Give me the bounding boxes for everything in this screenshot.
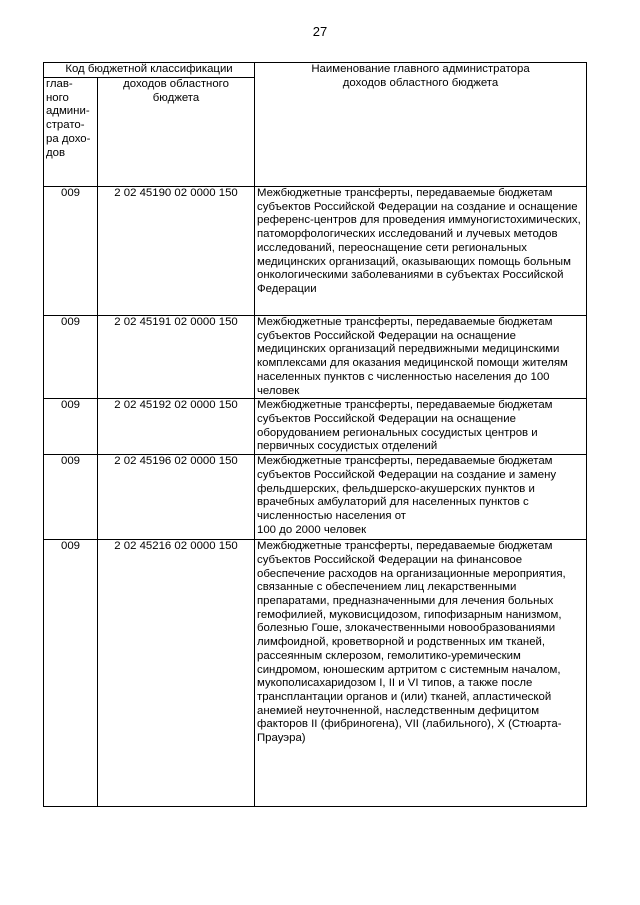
income-name-text: Межбюджетные трансферты, передаваемые бюджетам субъектов Российской Федерации на создание и замену фельдшерских, фельдшерско-акушерских пунктов и врачебных амбулаторий для населенных пунктов с численностью населения от 100 до 2000 человек <box>257 455 557 536</box>
income-code-cell: 2 02 45196 02 0000 150 <box>98 455 255 540</box>
income-name-text: Межбюджетные трансферты, передаваемые бюджетам субъектов Российской Федерации на создание и оснащение референс-центров для проведения иммуногистохимических, патоморфологических исследований и лучевых методов исследований, переоснащение сети региональных медицинских организаций, оказывающих помощь больным онкологическими заболеваниями в субъектах Российской Федерации <box>257 187 581 295</box>
regional-income-header-text: доходов областного бюджета <box>123 78 229 104</box>
table-row <box>44 316 587 399</box>
admin-code-cell: 009 <box>44 399 98 455</box>
administrator-name-header <box>255 63 587 187</box>
chief-administrator-header <box>44 78 98 187</box>
page-number: 27 <box>312 24 328 39</box>
budget-classification-table <box>43 62 587 807</box>
income-code-cell: 2 02 45191 02 0000 150 <box>98 316 255 399</box>
income-name-text: Межбюджетные трансферты, передаваемые бюджетам субъектов Российской Федерации на оснащение медицинских организаций передвижными медицинскими комплексами для оказания медицинской помощи жителям населенных пунктов с численностью населения до 100 человек <box>257 316 568 397</box>
table-row <box>44 540 587 807</box>
income-name-text: Межбюджетные трансферты, передаваемые бюджетам субъектов Российской Федерации на финансовое обеспечение расходов на организационные мероприятия, связанные с обеспечением лиц лекарственными препаратами, предназначенными для лечения больных гемофилией, муковисцидозом, гипофизарным нанизмом, болезнью Гоше, злокачественными новообразованиями лимфоидной, кроветворной и родственных им тканей, рассеянным склерозом, гемолитико-уремическим синдромом, юношеским артритом с системным началом, мукополисахаридозом I, II и VI типов, а также после трансплантации органов и (или) тканей, апластической анемией неуточненной, наследственным дефицитом факторов II (фибриногена), VII (лабильного), X (Стюарта-Прауэра) <box>257 540 566 745</box>
income-name-cell <box>255 399 587 455</box>
chief-administrator-header-text: глав- ного админи- страто- ра дохо- дов <box>46 78 91 159</box>
income-name-cell <box>255 455 587 540</box>
income-name-cell <box>255 540 587 807</box>
admin-code-cell: 009 <box>44 316 98 399</box>
income-code-cell: 2 02 45192 02 0000 150 <box>98 399 255 455</box>
admin-code-cell: 009 <box>44 187 98 316</box>
income-name-cell <box>255 187 587 316</box>
admin-code-cell: 009 <box>44 455 98 540</box>
income-code-cell: 2 02 45216 02 0000 150 <box>98 540 255 807</box>
table-row <box>44 399 587 455</box>
administrator-name-header-text: Наименование главного администратора доходов областного бюджета <box>311 63 530 89</box>
budget-classification-code-header: Код бюджетной классификации <box>44 63 255 78</box>
income-name-cell <box>255 316 587 399</box>
income-code-cell: 2 02 45190 02 0000 150 <box>98 187 255 316</box>
income-name-text: Межбюджетные трансферты, передаваемые бюджетам субъектов Российской Федерации на оснащение оборудованием региональных сосудистых центров и первичных сосудистых отделений <box>257 399 553 453</box>
admin-code-cell: 009 <box>44 540 98 807</box>
table-row <box>44 455 587 540</box>
table-row <box>44 187 587 316</box>
regional-income-header <box>98 78 255 187</box>
